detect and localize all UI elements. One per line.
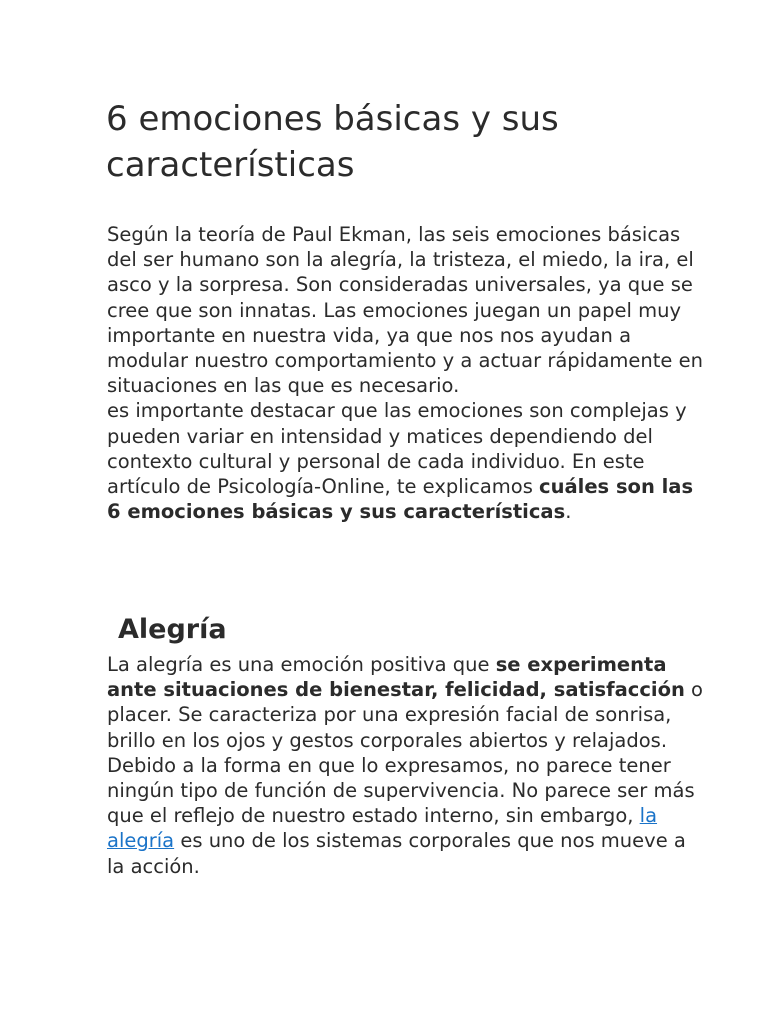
section-text-2: o placer. Se caracteriza por una expresión facial de sonrisa, brillo en los ojos y gestos corporales abiertos y relajados. Debido a la forma en que lo expresamos, no parece tener ningún tipo de función de supervivencia. No parece ser más que el reflejo de nuestro estado interno, sin embargo, [107,678,703,828]
intro-bold-text: cuáles son las 6 emociones básicas y sus características [107,475,694,524]
section-bold-text: se experimenta ante situaciones de bienestar, felicidad, satisfacción [107,653,685,702]
intro-paragraph: Según la teoría de Paul Ekman, las seis emociones básicas del ser humano son la alegría, la tristeza, el miedo, la ira, el asco y la sorpresa. Son consideradas universales, ya que se cree que son innatas. Las emociones juegan un papel muy importante en nuestra vida, ya que nos nos ayudan a modular nuestro comportamiento y a actuar rápidamente en situaciones en las que es necesario. [107,223,703,398]
intro-text: es importante destacar que las emociones son complejas y pueden variar en intensidad y matices dependiendo del contexto cultural y personal de cada individuo. En este artículo de Psicología-Online, te explicamos [107,399,687,499]
page-title: 6 emociones básicas y sus características [106,99,559,185]
intro-paragraph-2 [107,398,707,524]
alegria-link[interactable]: la alegría [107,804,658,853]
section-text: La alegría es una emoción positiva que [107,653,496,676]
section-text-3: es uno de los sistemas corporales que nos mueve a la acción. [107,829,686,878]
intro-section [107,222,707,524]
section-paragraph [107,652,707,879]
section-heading-alegria: Alegría [118,614,227,645]
intro-period: . [565,500,572,524]
